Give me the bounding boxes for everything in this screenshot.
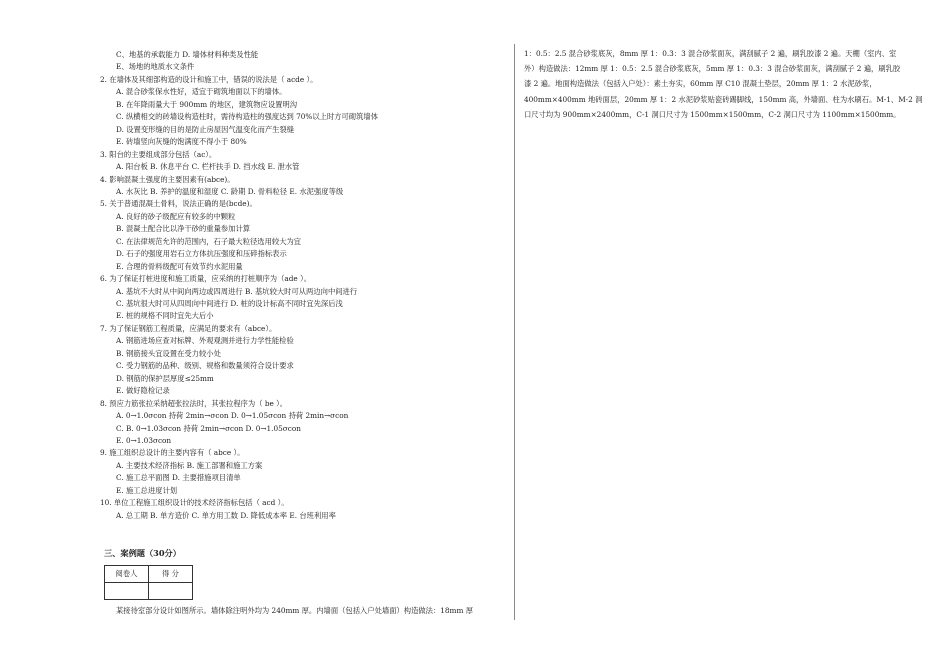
question-line: A. 总工期 B. 单方造价 C. 单方用工数 D. 降低成本率 E. 台班利用率 [116,510,336,520]
question-line: E. 合理的骨料级配可有效节约水泥用量 [116,261,243,271]
question-line: A. 钢筋进场应查对标牌、外观观测并进行力学性能检验 [116,336,294,346]
question-line: A. 阳台板 B. 休息平台 C. 栏杆扶手 D. 挡水线 E. 泄水管 [116,162,300,172]
question-line: A. 良好的砂子级配应有较多的中颗粒 [116,211,236,221]
question-line: C. 基坑很大时可从四周向中间进行 D. 桩的设计标高不同时宜先深后浅 [116,299,343,308]
question-line: 7. 为了保证钢筋工程质量，应满足的要求有（abce）。 [100,323,277,333]
question-line: D. 设置变形缝的目的是防止房屋因气温变化而产生裂缝 [116,124,295,134]
reviewer-label: 阅卷人 [105,566,149,583]
score-label: 得 分 [149,566,193,583]
question-line: D. 钢筋的保护层厚度≤25mm [116,373,214,383]
question-line: 9. 施工组织总设计的主要内容有（ abce ）。 [100,448,245,458]
question-line: B. 在年降雨量大于 900mm 的地区，建筑物应设置明沟 [116,99,298,109]
question-line: D. 石子的强度用岩石立方体抗压强度和压碎指标表示 [116,249,287,259]
question-line: C、地基的承载能力 D. 墙体材料种类及性能 [116,50,259,59]
case-line: 漆 2 遍。地面构造做法（包括入户处）：素土夯实，60mm 厚 C10 混凝土垫层，20mm 厚 1：2 水泥砂浆， [524,79,877,89]
question-line: E. 桩的规格不同时宜先大后小 [116,311,214,321]
case-line: 外）构造做法：12mm 厚 1：0.5：2.5 混合砂浆底灰，5mm 厚 1：0.3：3 混合砂浆面灰，满刮腻子 2 遍，刷乳胶 [524,64,901,74]
question-line: C. 在法律规范允许的范围内，石子最大粒径选用较大为宜 [116,236,302,246]
case-line: 口尺寸均为 900mm×2400mm，C-1 洞口尺寸为 1500mm×1500mm，C-2 洞口尺寸为 1100mm×1500mm。 [524,109,901,119]
case-text: 某接待室部分设计如图所示。墙体除注明外均为 240mm 厚。内墙面（包括入户处墙面）构造做法：18mm 厚 [116,606,474,615]
question-line: 4. 影响混凝土强度的主要因素有(abce)。 [100,174,235,184]
reviewer-cell [105,583,149,600]
question-line: E. 施工总进度计划 [116,485,178,495]
question-line: B. 混凝土配合比以净干砂的重量参加计算 [116,224,251,234]
question-line: 6. 为了保证打桩进度和施工质量，应采纳的打桩顺序为（ade ）。 [100,274,312,284]
question-line: A. 主要技术经济指标 B. 施工部署和施工方案 [116,460,263,470]
question-line: E. 0→1.03σcon [116,435,172,445]
question-line: 2. 在墙体及其细部构造的设计和施工中，错误的说法是（ acde ）。 [100,74,318,84]
question-line: E、场地的地质水文条件 [116,62,195,72]
question-line: C. 受力钢筋的品种、级别、规格和数量须符合设计要求 [116,361,294,371]
score-cell [149,583,193,600]
column-divider [514,44,515,620]
question-line: 5. 关于普通混凝土骨料，说法正确的是(bcde)。 [100,199,257,209]
question-line: E. 做好隐检记录 [116,386,170,396]
question-line: A. 基坑不大时从中间向两边或四周进行 B. 基坑较大时可从两边向中间进行 [116,286,358,296]
question-line: A. 0→1.0σcon 持荷 2min→σcon D. 0→1.05σcon 持荷 2min→σcon [116,411,349,421]
case-line: 400mm×400mm 地砖面层，20mm 厚 1：2 水泥砂浆贴瓷砖踢脚线，150mm 高，外墙面、柱为水刷石。M-1、M-2 洞 [524,94,923,104]
case-line: 1：0.5：2.5 混合砂浆底灰，8mm 厚 1：0.3：3 混合砂浆面灰，满刮腻子 2 遍，刷乳胶漆 2 遍。天棚（室内、室 [524,49,897,58]
question-line: 10. 单位工程施工组织设计的技术经济指标包括（ acd ）。 [100,498,289,508]
question-line: C. 施工总平面图 D. 主要措施项目清单 [116,473,241,483]
question-line: E. 砖墙竖向灰缝的饱满度不得小于 80% [116,137,247,147]
section-title: 三、案例题（30分） [104,548,181,558]
question-line: 8. 预应力筋张拉采纳超张拉法时，其张拉程序为（ be ）。 [100,398,288,408]
score-table [104,565,193,600]
question-line: B. 钢筋接头宜设置在受力较小处 [116,348,221,358]
question-line: 3. 阳台的主要组成部分包括（ac）。 [100,149,217,159]
question-line: C. B. 0→1.03σcon 持荷 2min→σcon D. 0→1.05σcon [116,423,301,433]
question-line: A. 混合砂浆保水性好，适宜于砌筑地面以下的墙体。 [116,87,287,97]
question-line: A. 水灰比 B. 养护的温度和湿度 C. 龄期 D. 骨料粒径 E. 水泥强度等级 [116,186,344,196]
question-line: C. 纵横相交的砖墙设构造柱时，需待构造柱的强度达到 70%以上时方可砌筑墙体 [116,112,378,122]
